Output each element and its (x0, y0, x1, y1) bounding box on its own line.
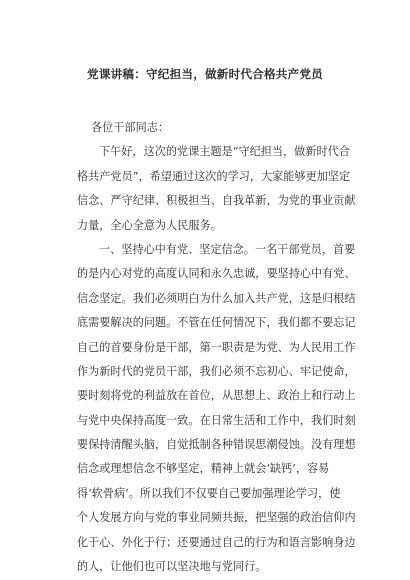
paragraph-line: 的人，让他们也可以坚决地与党同行。 (77, 560, 267, 574)
document-title: 党课讲稿：守纪担当，做新时代合格共产党员 (87, 67, 323, 81)
paragraph-line: 化于心、外化于行；还要通过自己的行为和语言影响身边 (77, 535, 356, 549)
paragraph-line: 得‘软骨病’。所以我们不仅要自己要加强理论学习，使 (77, 486, 341, 500)
paragraph-line: 一、坚持心中有党、坚定信念。一名干部党员，首要 (99, 242, 356, 256)
paragraph-line: 要保持清醒头脑，自觉抵制各种错误思潮侵蚀。没有理想 (77, 438, 356, 452)
paragraph-line: 信念、严守纪律、积极担当、自我革新，为党的事业贡献 (77, 194, 356, 208)
paragraph-line: 信念坚定。我们必须明白为什么加入共产党，这是归根结 (77, 291, 356, 305)
paragraph-line: 下午好，这次的党课主题是“守纪担当，做新时代合 (99, 145, 350, 159)
document-body (77, 116, 356, 579)
paragraph-line: 格共产党员”，希望通过这次的学习，大家能够更加坚定 (77, 169, 351, 183)
paragraph-line: 信念或理想信念不够坚定，精神上就会‘缺钙’，容易 (77, 462, 330, 476)
paragraph-line: 个人发展方向与党的事业同频共振，把坚强的政治信仰内 (77, 511, 356, 525)
paragraph-line: 底需要解决的问题。不管在任何情况下，我们都不要忘记 (77, 316, 356, 330)
paragraph-line: 与党中央保持高度一致。在日常生活和工作中，我们时刻 (77, 413, 356, 427)
paragraph-line: 力量，全心全意为人民服务。 (77, 218, 222, 232)
salutation: 各位干部同志： (91, 121, 170, 134)
paragraph-line: 要时刻将党的利益放在首位，从思想上、政治上和行动上 (77, 389, 356, 403)
paragraph-line: 作为新时代的党员干部，我们必须不忘初心、牢记使命， (77, 364, 356, 378)
paragraph-line: 自己的首要身份是干部，第一职责是为党、为人民用工作 (77, 340, 356, 354)
paragraph-line: 的是内心对党的高度认同和永久忠诚，要坚持心中有党、 (77, 267, 356, 281)
